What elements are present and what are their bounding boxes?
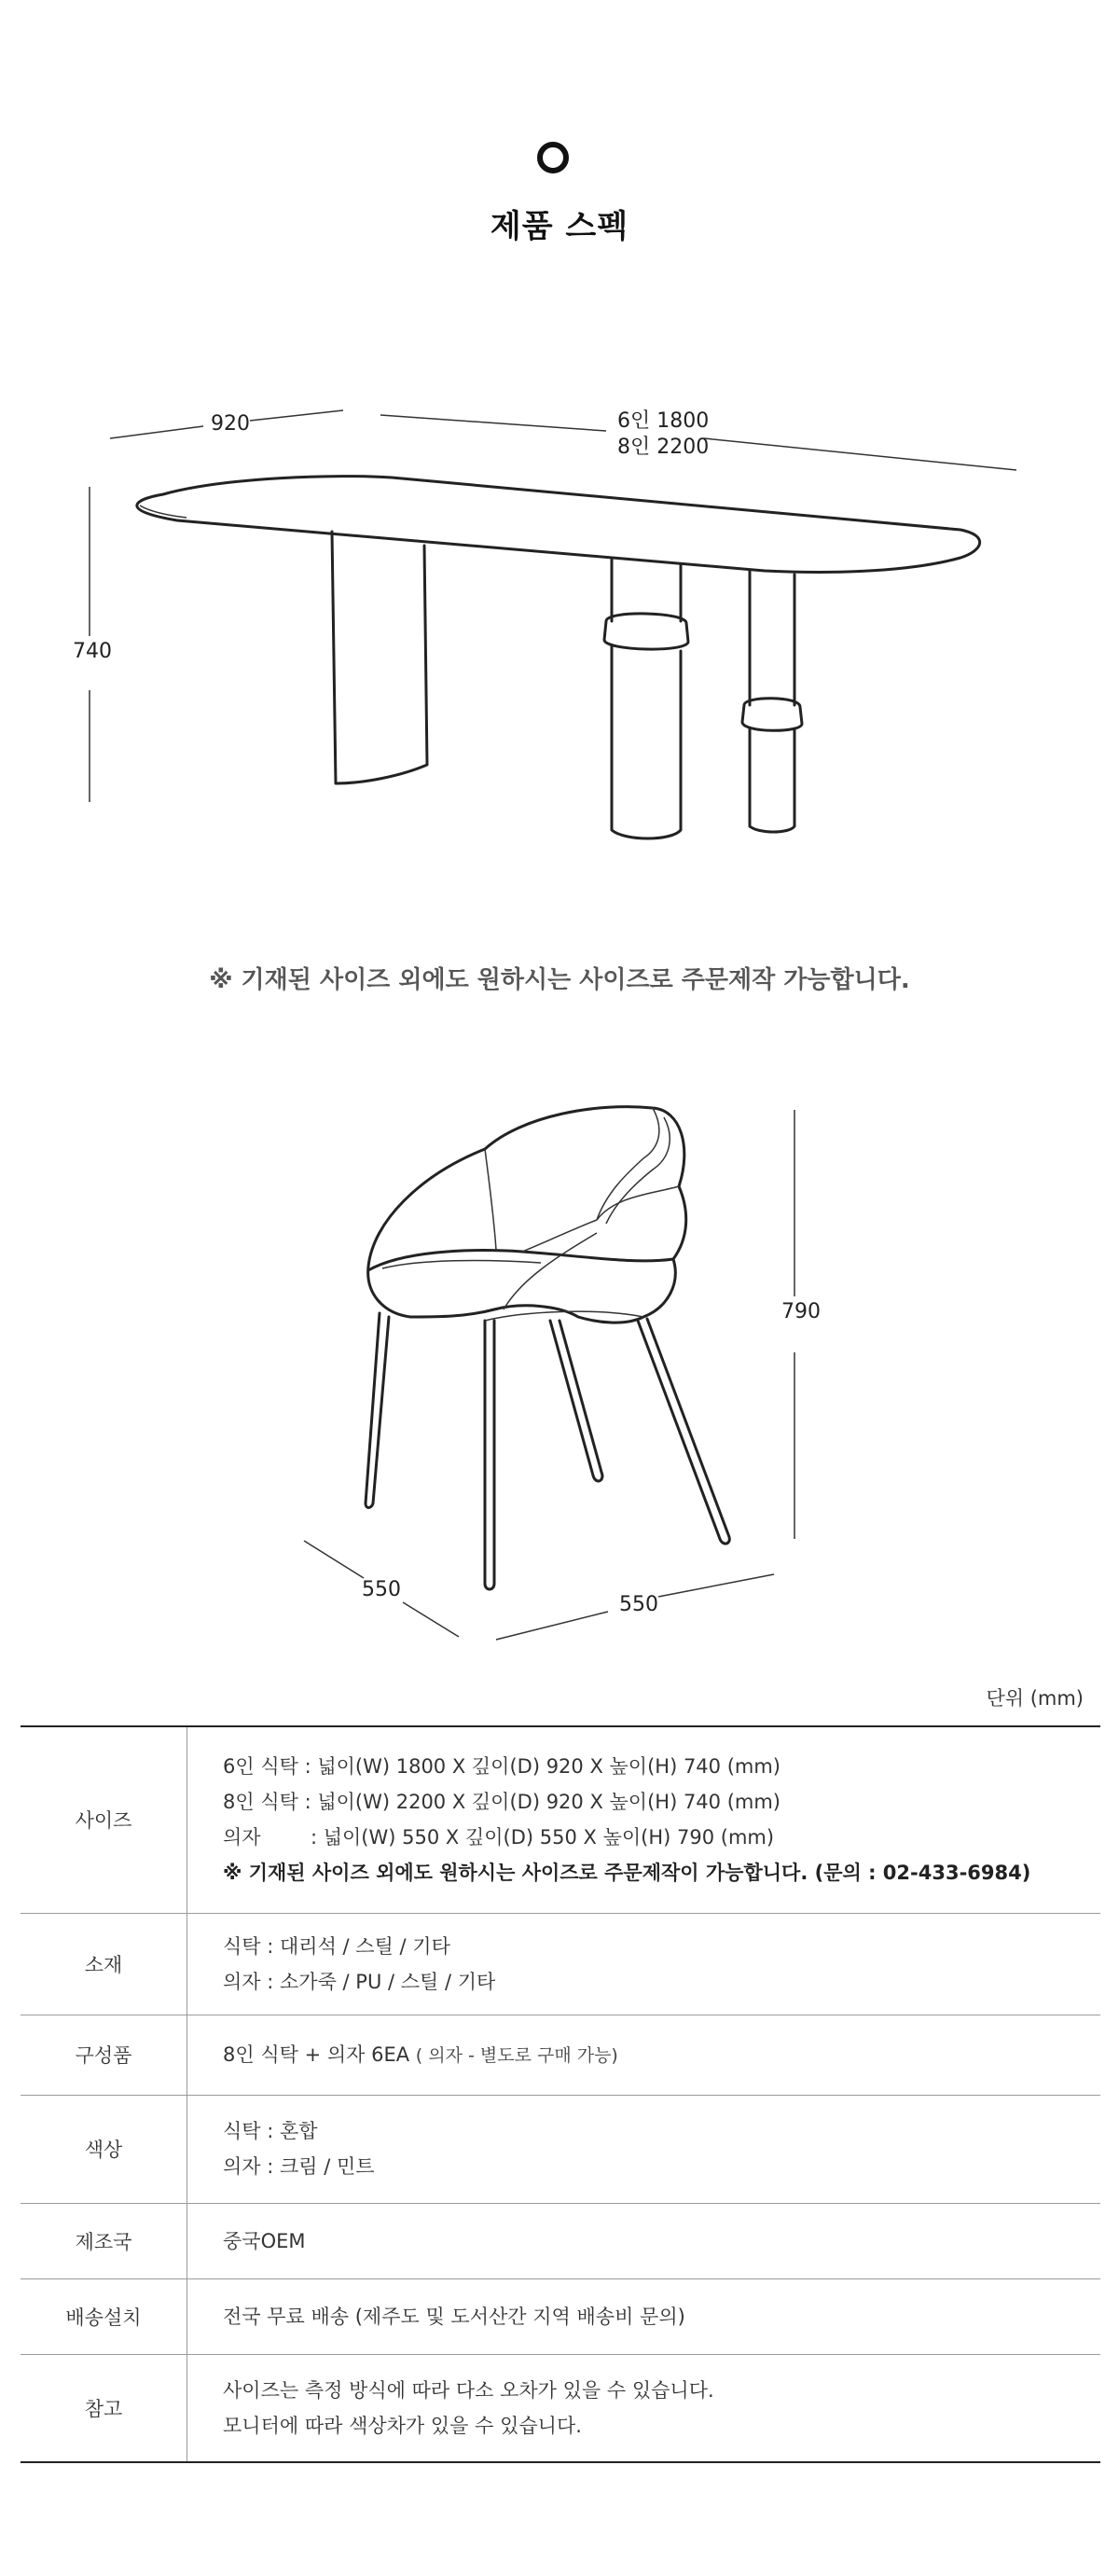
spec-row-origin [21, 2203, 1100, 2278]
components-note: ( 의자 - 별도로 구매 가능) [415, 2044, 618, 2066]
spec-value: 중국OEM [187, 2203, 1101, 2278]
spec-row-color [21, 2095, 1100, 2203]
material-line: 의자 : 소가죽 / PU / 스틸 / 기타 [223, 1970, 496, 1993]
notes-line: 모니터에 따라 색상차가 있을 수 있습니다. [223, 2414, 582, 2437]
spec-row-components [21, 2015, 1100, 2095]
page-title: 제품 스펙 [490, 208, 629, 245]
size-line: 8인 식탁 : 넓이(W) 2200 X 깊이(D) 920 X 높이(H) 740 (mm) [223, 1791, 781, 1814]
spec-value [187, 2354, 1101, 2462]
size-line: 6인 식탁 : 넓이(W) 1800 X 깊이(D) 920 X 높이(H) 740 (mm) [223, 1755, 781, 1779]
spec-label: 소재 [21, 1913, 187, 2015]
spec-value: 전국 무료 배송 (제주도 및 도서산간 지역 배송비 문의) [187, 2278, 1101, 2354]
custom-size-notice: ※ 기재된 사이즈 외에도 원하시는 사이즈로 주문제작 가능합니다. [209, 966, 910, 994]
chair-height-label: 790 [781, 1300, 821, 1323]
dining-table-drawing [0, 392, 1119, 877]
table-width-6-label: 6인 1800 [617, 409, 710, 433]
spec-label: 배송설치 [21, 2278, 187, 2354]
spec-value [187, 1726, 1101, 1913]
spec-label: 참고 [21, 2354, 187, 2462]
chair-depth-label: 550 [362, 1578, 401, 1601]
table-width-8-label: 8인 2200 [617, 436, 710, 459]
spec-row-material [21, 1913, 1100, 2015]
spec-table [21, 1725, 1100, 2463]
size-line: 의자 : 넓이(W) 550 X 깊이(D) 550 X 높이(H) 790 (mm) [223, 1826, 775, 1849]
size-notice: ※ 기재된 사이즈 외에도 원하시는 사이즈로 주문제작이 가능합니다. (문의 : 02-433-6984) [223, 1862, 1031, 1885]
table-height-label: 740 [73, 640, 112, 663]
color-line: 의자 : 크림 / 민트 [223, 2155, 375, 2178]
table-depth-label: 920 [211, 412, 250, 436]
spec-value [187, 2015, 1101, 2095]
spec-label: 제조국 [21, 2203, 187, 2278]
components-main: 8인 식탁 + 의자 6EA [223, 2043, 410, 2066]
color-line: 식탁 : 혼합 [223, 2120, 318, 2142]
unit-label: 단위 (mm) [986, 1687, 1084, 1710]
spec-row-size [21, 1726, 1100, 1913]
material-line: 식탁 : 대리석 / 스틸 / 기타 [223, 1934, 450, 1958]
spec-label: 사이즈 [21, 1726, 187, 1913]
spec-value [187, 1913, 1101, 2015]
chair-drawing [0, 1073, 1119, 1651]
spec-value [187, 2095, 1101, 2203]
chair-width-label: 550 [619, 1593, 658, 1616]
spec-label: 색상 [21, 2095, 187, 2203]
circle-icon [537, 142, 569, 173]
spec-row-delivery [21, 2278, 1100, 2354]
spec-row-notes [21, 2354, 1100, 2462]
spec-label: 구성품 [21, 2015, 187, 2095]
notes-line: 사이즈는 측정 방식에 따라 다소 오차가 있을 수 있습니다. [223, 2378, 714, 2402]
